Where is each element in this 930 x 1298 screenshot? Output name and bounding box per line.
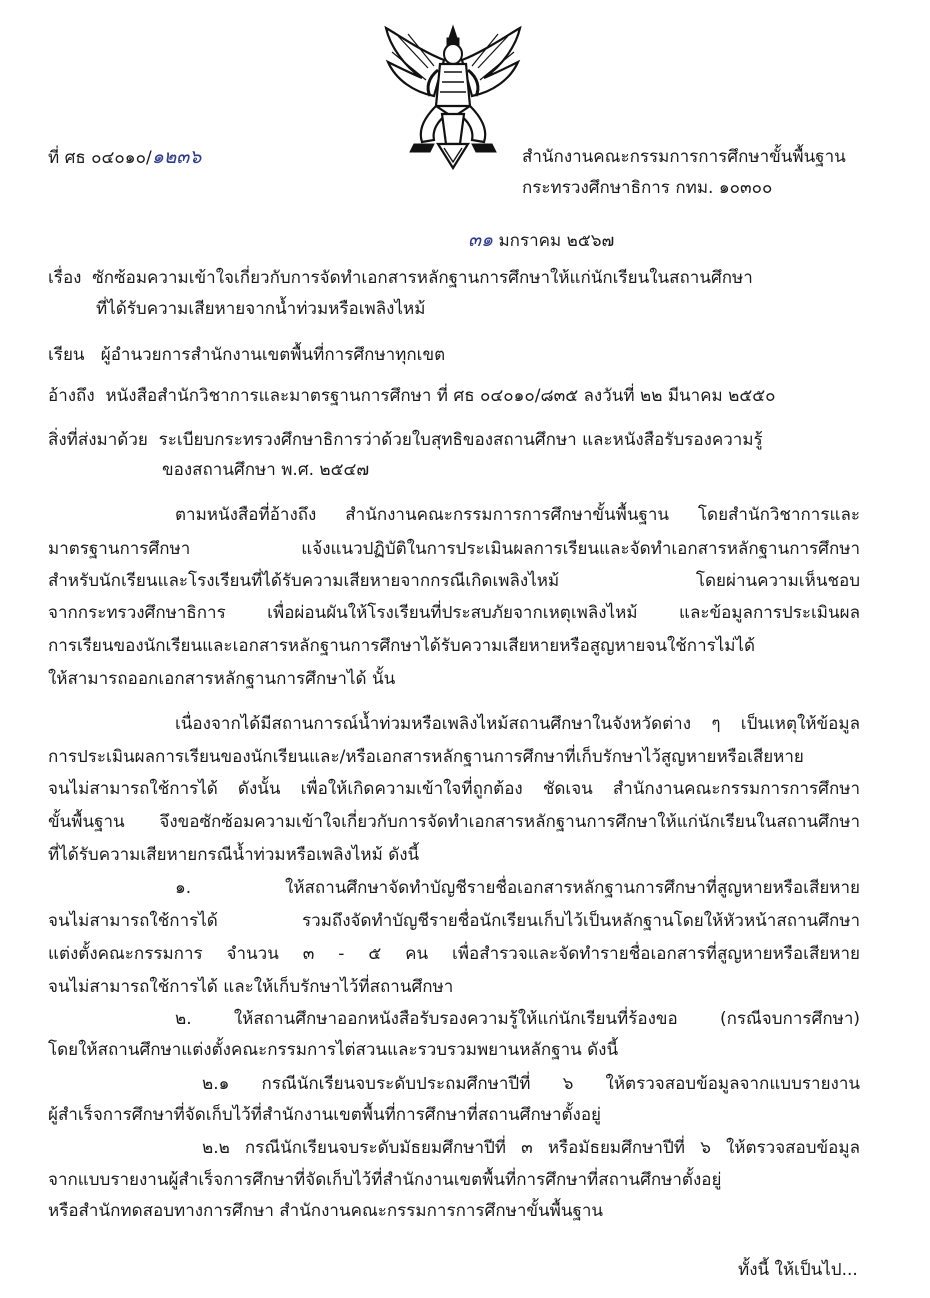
garuda-emblem — [378, 22, 528, 172]
subject-line-1 — [48, 266, 753, 290]
date-month-year: มกราคม ๒๕๖๗ — [493, 231, 615, 251]
body-line: การประเมินผลการเรียนของนักเรียนและ/หรือเอกสารหลักฐานการศึกษาที่เก็บรักษาไว้สูญหายหรือเสียหาย — [48, 747, 804, 767]
body-line: เนื่องจากได้มีสถานการณ์น้ำท่วมหรือเพลิงไหม้สถานศึกษาในจังหวัดต่าง ๆ เป็นเหตุให้ข้อมูล — [175, 714, 860, 734]
body-line: โดยให้สถานศึกษาแต่งตั้งคณะกรรมการไต่สวนและรวบรวมพยานหลักฐาน ดังนี้ — [48, 1040, 619, 1060]
body-line: ๑. ให้สถานศึกษาจัดทำบัญชีรายชื่อเอกสารหลักฐานการศึกษาที่สูญหายหรือเสียหาย — [175, 878, 860, 898]
body-line: จนไม่สามารถใช้การได้ และให้เก็บรักษาไว้ที่สถานศึกษา — [48, 977, 454, 997]
document-number-handwritten: ๑๒๓๖ — [151, 146, 202, 168]
recipient-text: ผู้อำนวยการสำนักงานเขตพื้นที่การศึกษาทุกเขต — [100, 345, 446, 365]
body-line: ๒. ให้สถานศึกษาออกหนังสือรับรองความรู้ให้แก่นักเรียนที่ร้องขอ (กรณีจบการศึกษา) — [175, 1009, 860, 1029]
body-line: จนไม่สามารถใช้การได้ ดังนั้น เพื่อให้เกิดความเข้าใจที่ถูกต้อง ชัดเจน สำนักงานคณะกรรมการการศึกษา — [48, 779, 860, 799]
recipient-label: เรียน — [48, 345, 85, 365]
document-date — [468, 228, 614, 253]
body-line: จนไม่สามารถใช้การได้ รวมถึงจัดทำบัญชีรายชื่อนักเรียนเก็บไว้เป็นหลักฐานโดยให้หัวหน้าสถานศึกษา — [48, 911, 860, 931]
body-line: ผู้สำเร็จการศึกษาที่จัดเก็บไว้ที่สำนักงานเขตพื้นที่การศึกษาที่สถานศึกษาตั้งอยู่ — [48, 1105, 601, 1125]
date-day-handwritten: ๓๑ — [468, 229, 494, 251]
body-line: ที่ได้รับความเสียหายกรณีน้ำท่วมหรือเพลิงไหม้ ดังนี้ — [48, 845, 420, 865]
issuing-office: สำนักงานคณะกรรมการการศึกษาขั้นพื้นฐาน — [522, 147, 846, 167]
document-number — [48, 145, 201, 170]
body-line: ตามหนังสือที่อ้างถึง สำนักงานคณะกรรมการการศึกษาขั้นพื้นฐาน โดยสำนักวิชาการและ — [175, 505, 860, 525]
body-line: ๒.๑ กรณีนักเรียนจบระดับประถมศึกษาปีที่ ๖ ให้ตรวจสอบข้อมูลจากแบบรายงาน — [202, 1074, 860, 1094]
body-line: มาตรฐานการศึกษา แจ้งแนวปฏิบัติในการประเมินผลการเรียนและจัดทำเอกสารหลักฐานการศึกษา — [48, 539, 860, 559]
body-line: การเรียนของนักเรียนและเอกสารหลักฐานการศึกษาได้รับความเสียหายหรือสูญหายจนใช้การไม่ได้ — [48, 636, 756, 656]
issuing-ministry-address: กระทรวงศึกษาธิการ กทม. ๑๐๓๐๐ — [522, 178, 773, 198]
enclosure-text-1: ระเบียบกระทรวงศึกษาธิการว่าด้วยใบสุทธิของสถานศึกษา และหนังสือรับรองความรู้ — [158, 430, 763, 450]
enclosure-text-2: ของสถานศึกษา พ.ศ. ๒๕๔๗ — [162, 460, 370, 480]
subject-text-2: ที่ได้รับความเสียหายจากน้ำท่วมหรือเพลิงไหม้ — [96, 299, 426, 319]
reference-text: หนังสือสำนักวิชาการและมาตรฐานการศึกษา ที่ ศธ ๐๔๐๑๐/๘๓๕ ลงวันที่ ๒๒ มีนาคม ๒๕๕๐ — [105, 386, 776, 406]
body-line: หรือสำนักทดสอบทางการศึกษา สำนักงานคณะกรรมการการศึกษาขั้นพื้นฐาน — [48, 1201, 603, 1221]
subject-text-1: ซักซ้อมความเข้าใจเกี่ยวกับการจัดทำเอกสารหลักฐานการศึกษาให้แก่นักเรียนในสถานศึกษา — [92, 268, 753, 288]
body-line: จากแบบรายงานผู้สำเร็จการศึกษาที่จัดเก็บไว้ที่สำนักงานเขตพื้นที่การศึกษาที่สถานศึกษาตั้งอยู่ — [48, 1170, 722, 1190]
recipient-line — [48, 343, 445, 367]
body-line: ขั้นพื้นฐาน จึงขอซักซ้อมความเข้าใจเกี่ยวกับการจัดทำเอกสารหลักฐานการศึกษาให้แก่นักเรียนในสถานศึกษา — [48, 812, 860, 832]
body-line: จากกระทรวงศึกษาธิการ เพื่อผ่อนผันให้โรงเรียนที่ประสบภัยจากเหตุเพลิงไหม้ และข้อมูลการประเมินผล — [48, 603, 860, 623]
enclosure-label: สิ่งที่ส่งมาด้วย — [48, 430, 148, 450]
document-number-prefix: ที่ ศธ ๐๔๐๑๐/ — [48, 148, 152, 168]
enclosure-line-1 — [48, 428, 763, 452]
body-line: ให้สามารถออกเอกสารหลักฐานการศึกษาได้ นั้น — [48, 669, 396, 689]
reference-line — [48, 384, 775, 408]
body-line: สำหรับนักเรียนและโรงเรียนที่ได้รับความเสียหายจากกรณีเกิดเพลิงไหม้ โดยผ่านความเห็นชอบ — [48, 571, 860, 591]
body-line: แต่งตั้งคณะกรรมการ จำนวน ๓ - ๕ คน เพื่อสำรวจและจัดทำรายชื่อเอกสารที่สูญหายหรือเสียหาย — [48, 944, 860, 964]
body-line: ๒.๒ กรณีนักเรียนจบระดับมัธยมศึกษาปีที่ ๓ หรือมัธยมศึกษาปีที่ ๖ ให้ตรวจสอบข้อมูล — [202, 1138, 860, 1158]
reference-label: อ้างถึง — [48, 386, 95, 406]
subject-label: เรื่อง — [48, 268, 82, 288]
closing-continuation: ทั้งนี้ ให้เป็นไป... — [738, 1260, 858, 1280]
